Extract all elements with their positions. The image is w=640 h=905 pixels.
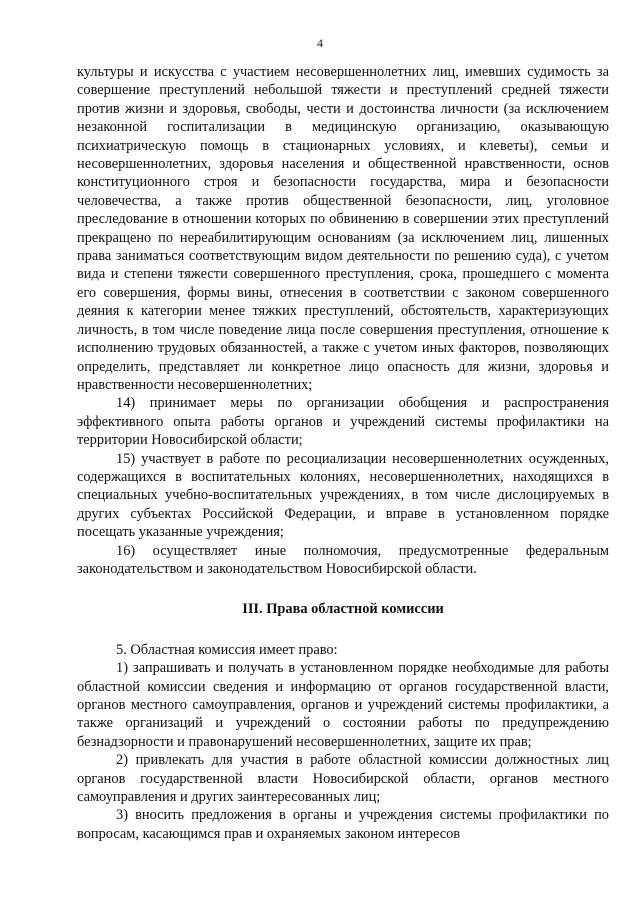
- paragraph-item-14: 14) принимает меры по организации обобщения и распространения эффективного опыта работы органов и учреждений системы профилактики на территории Новосибирской области;: [77, 395, 609, 449]
- paragraph-clause-5: 5. Областная комиссия имеет право:: [116, 641, 338, 658]
- paragraph-right-1: 1) запрашивать и получать в установленном порядке необходимые для работы областной комиссии сведения и информацию от органов государственной власти, органов местного самоуправления, органов и учреждений системы профилактики, а также организаций и учреждений о состоянии работы по предупреждению безнадзорности и правонарушений несовершеннолетних, защите их прав;: [77, 660, 609, 750]
- paragraph-continuation: культуры и искусства с участием несовершеннолетних лиц, имевших судимость за совершение преступлений небольшой тяжести и преступлений средней тяжести против жизни и здоровья, свободы, чести и достоинства личности (за исключением незаконной госпитализации в медицинскую организацию, оказывающую психиатрическую помощь в стационарных условиях, и клеветы), семьи и несовершеннолетних, здоровья населения и общественной нравственности, основ конституционного строя и безопасности государства, мира и безопасности человечества, а также против общественной безопасности, лиц, уголовное преследование в отношении которых по обвинению в совершении этих преступлений прекращено по нереабилитирующим основаниям (за исключением лиц, лишенных права заниматься соответствующим видом деятельности по решению суда), с учетом вида и степени тяжести совершенного преступления, срока, прошедшего с момента его совершения, формы вины, отнесения в соответствии с законом совершенного деяния к категории менее тяжких преступлений, обстоятельств, характеризующих личность, в том числе поведение лица после совершения преступления, отношение к исполнению трудовых обязанностей, а также с учетом иных факторов, позволяющих определить, представляет ли конкретное лицо опасность для жизни, здоровья и нравственности несовершеннолетних;: [77, 64, 609, 393]
- page-number: 4: [317, 36, 323, 50]
- document-body: [77, 63, 609, 843]
- paragraph-item-16: 16) осуществляет иные полномочия, предусмотренные федеральным законодательством и законодательством Новосибирской области.: [77, 542, 609, 577]
- paragraph-right-2: 2) привлекать для участия в работе областной комиссии должностных лиц органов государственной власти Новосибирской области, органов местного самоуправления и других заинтересованных лиц;: [77, 752, 609, 806]
- paragraph-item-15: 15) участвует в работе по ресоциализации несовершеннолетних осужденных, содержащихся в воспитательных колониях, несовершеннолетних, находящихся в специальных учебно-воспитательных учреждениях, в том числе дислоцируемых в других субъектах Российской Федерации, и вправе в установленном порядке посещать указанные учреждения;: [77, 450, 609, 541]
- paragraph-right-3: 3) вносить предложения в органы и учреждения системы профилактики по вопросам, касающимся прав и охраняемых законом интересов: [77, 807, 609, 842]
- section-heading: III. Права областной комиссии: [242, 601, 444, 618]
